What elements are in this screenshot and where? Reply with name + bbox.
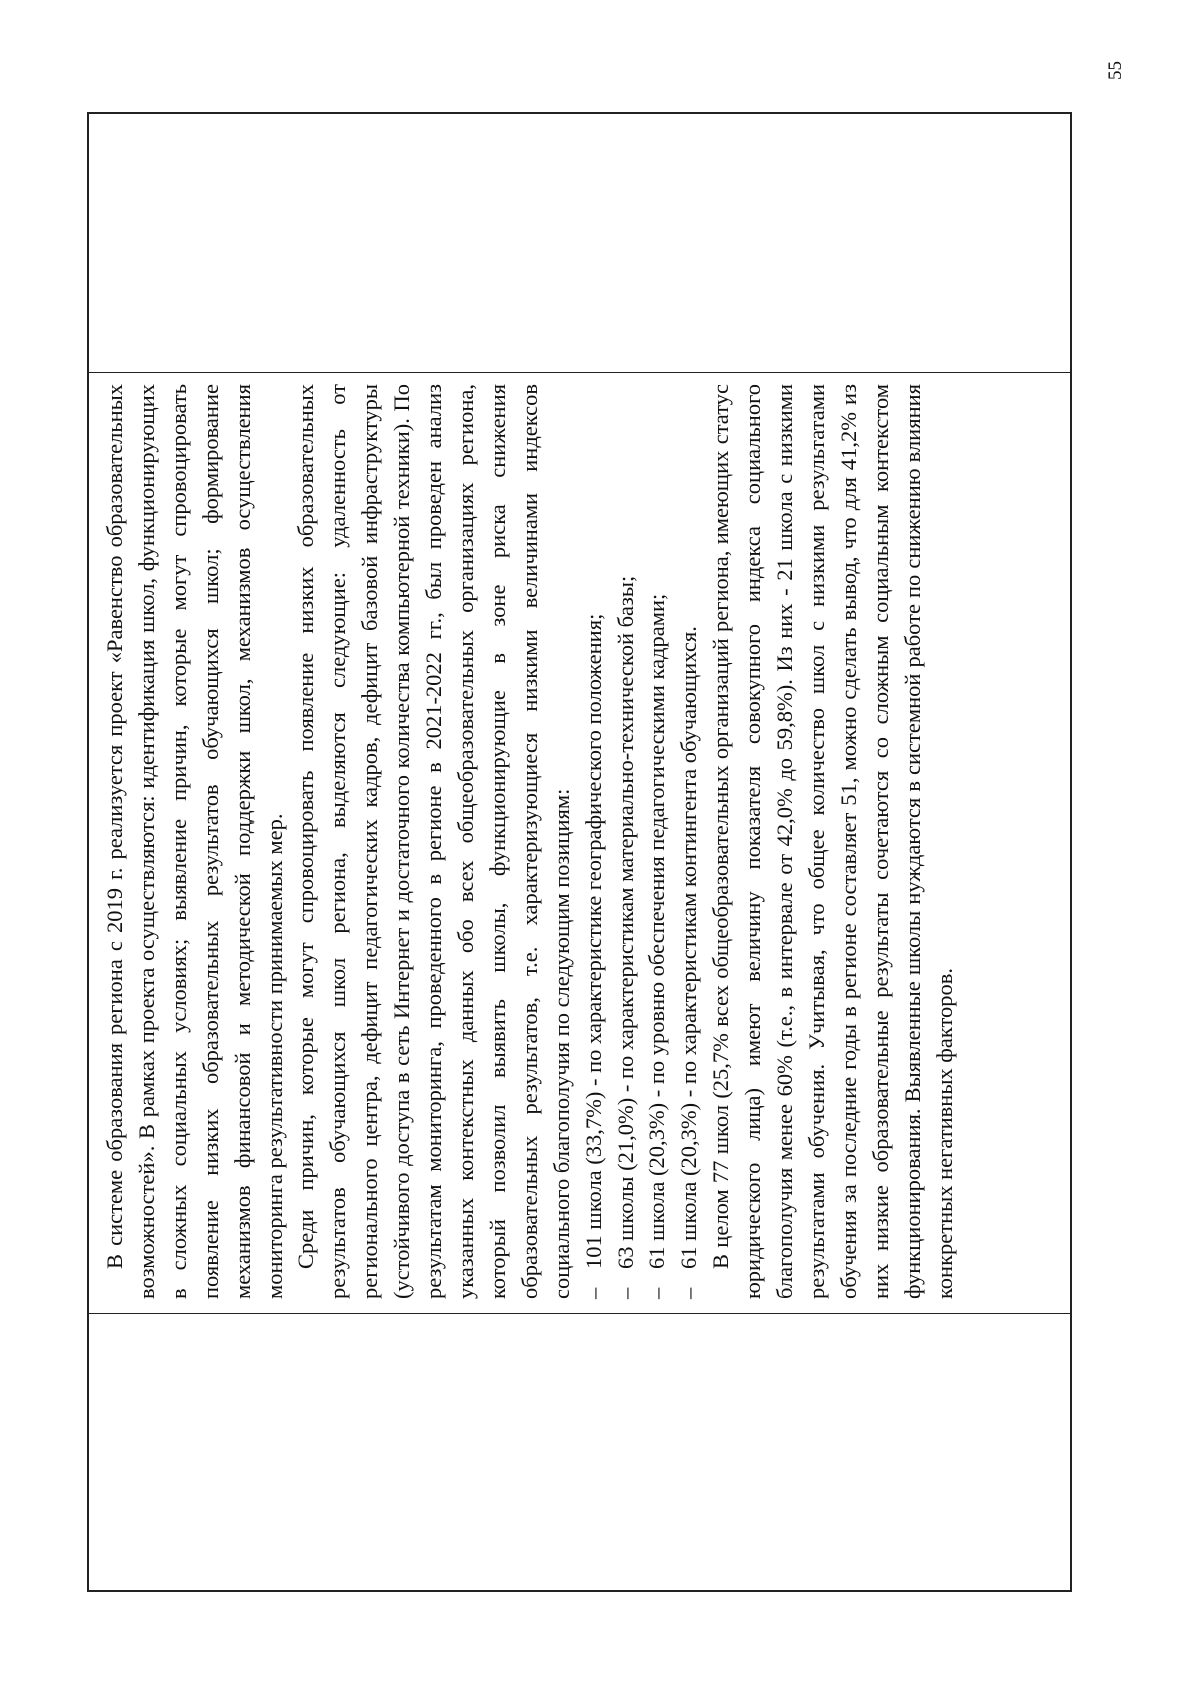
table-cell-text [87, 370, 1072, 1311]
page-number [1106, 61, 1125, 80]
list-item-text: 61 школа (20,3%) - по уровню обеспечения педагогическими кадрами; [644, 593, 670, 1269]
list-item-text: 63 школы (21,0%) - по характеристикам материально-технической базы; [612, 575, 638, 1269]
list-marker: – [644, 1287, 670, 1299]
paragraph-causes: Среди причин, которые могут спровоцировать появление низких образовательных результатов обучающихся школ региона, выделяются следующие: удаленность от регионального центра, дефицит педагогических кадров, дефицит базовой инфраструктуры (устойчивого доступа в сеть Интернет и достаточного количества компьютерной техники). По результатам мониторинга, проведенного в регионе в 2021-2022 гг., был проведен анализ указанных контекстных данных обо всех общеобразовательных организациях региона, который позволил выявить школы, функционирующие в зоне риска снижения образовательных результатов, т.е. характеризующиеся низкими величинами индексов социального благополучия по следующим позициям: [293, 384, 574, 1299]
list-marker: – [580, 1287, 606, 1299]
paragraph-summary: В целом 77 школ (25,7% всех общеобразовательных организаций региона, имеющих статус юридического лица) имеют величину показателя совокупного индекса социального благополучия менее 60% (т.е., в интервале от 42,0% до 59,8%). Из них - 21 школа с низкими результатами обучения. Учитывая, что общее количество школ с низкими результатами обучения за последние годы в регионе составляет 51, можно сделать вывод, что для 41,2% из них низкие образовательные результаты сочетаются со сложным социальным контекстом функционирования. Выявленные школы нуждаются в системной работе по снижению влияния конкретных негативных факторов. [708, 384, 957, 1299]
list-item [641, 384, 673, 1299]
paragraph-project: В системе образования региона с 2019 г. реализуется проект «Равенство образовательных возможностей». В рамках проекта осуществляются: идентификация школ, функционирующих в сложных социальных условиях; выявление причин, которые могут спровоцировать появление низких образовательных результатов обучающихся школ; формирование механизмов финансовой и методической поддержки школ, механизмов осуществления мониторинга результативности принимаемых мер. [102, 384, 287, 1299]
list-item-text: 101 школа (33,7%) - по характеристике географического положения; [580, 613, 606, 1269]
list-marker: – [676, 1287, 702, 1299]
table-row-divider [89, 1313, 1070, 1314]
positions-list [578, 384, 706, 1299]
list-item-text: 61 школа (20,3%) - по характеристикам контингента обучающихся. [676, 626, 702, 1269]
list-item [610, 384, 642, 1299]
list-item [673, 384, 705, 1299]
page-number-text: 55 [1105, 61, 1126, 80]
list-item [578, 384, 610, 1299]
list-marker: – [612, 1287, 638, 1299]
